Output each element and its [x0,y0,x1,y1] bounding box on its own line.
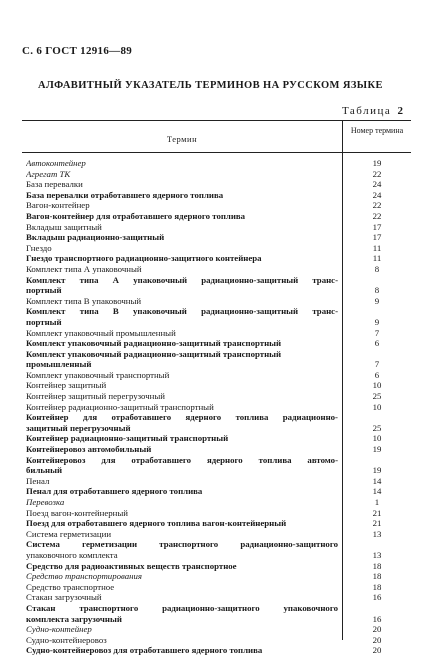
table-top-rule [22,120,411,121]
terms-table [22,120,411,656]
term-cell: Комплект типа В упаковочный радиационно-защитный транс- [26,306,338,317]
table-label-word: Таблица [341,105,392,117]
term-cell: Контейнеровоз автомобильный [26,444,152,455]
table-row [22,603,411,614]
term-cell: защитный перегрузочный [26,422,131,433]
table-row [22,328,411,339]
term-cell: упаковочного комплекта [26,549,118,560]
term-number-cell: 18 [372,571,382,582]
term-cell: бильный [26,465,63,476]
term-cell: комплекта загрузочный [26,613,122,624]
term-number-cell: 25 [372,422,382,433]
term-cell: Комплект упаковочный транспортный [26,369,170,380]
term-cell: Судно-контейнеровоз для отработавшего ядерного топлива [26,645,263,656]
table-label-number: 2 [397,105,403,117]
table-row [22,306,411,317]
term-number-cell: 22 [372,210,382,221]
term-number-cell: 17 [372,232,382,243]
term-cell: Контейнер для отработавшего ядерного топлива радиационно- [26,412,338,423]
term-cell: Система герметизации [26,528,112,539]
table-row [22,592,411,603]
term-number-cell: 13 [372,549,382,560]
table-body [22,158,411,656]
term-number-cell: 11 [372,242,382,253]
term-number-cell: 14 [372,486,382,497]
term-cell: Пенал для отработавшего ядерного топлива [26,486,203,497]
term-cell: Судно-контейнер [26,624,92,635]
table-row [22,508,411,519]
term-cell: Контейнеровоз для отработавшего ядерного топлива автомо- [26,454,338,465]
term-cell: Гнездо [26,242,52,253]
table-row [22,455,411,466]
term-number-cell: 19 [372,444,382,455]
table-row [22,635,411,646]
term-cell: Комплект упаковочный промышленный [26,327,176,338]
table-header-rule [22,152,411,153]
page-header: С. 6 ГОСТ 12916—89 [22,45,133,57]
term-cell: Комплект типа А упаковочный радиационно-защитный транс- [26,274,338,285]
term-cell: Контейнер защитный [26,380,107,391]
term-cell: Стакан загрузочный [26,592,102,603]
term-number-cell: 9 [374,295,380,306]
term-cell: Вкладыш защитный [26,221,102,232]
term-cell: База перевалки [26,179,83,190]
term-cell: Вкладыш радиационно-защитный [26,232,165,243]
table-label [342,105,403,117]
table-row [22,497,411,508]
term-cell: Стакан транспортного радиационно-защитного упаковочного [26,602,338,613]
term-cell: Контейнер радиационно-защитный транспортный [26,433,229,444]
table-row [22,571,411,582]
table-row [22,200,411,211]
term-number-cell: 24 [372,179,382,190]
table-row [22,476,411,487]
table-row [22,561,411,572]
table-row [22,402,411,413]
table-row [22,391,411,402]
term-cell: Вагон-контейнер [26,200,90,211]
table-row [22,550,411,561]
term-number-cell: 25 [372,391,382,402]
term-cell: Судно-контейнеровоз [26,634,107,645]
term-number-cell: 14 [372,475,382,486]
term-number-cell: 1 [374,497,380,507]
term-cell: Вагон-контейнер для отработавшего ядерного топлива [26,210,246,221]
table-row [22,412,411,423]
term-number-cell: 10 [372,401,382,412]
table-row [22,518,411,529]
term-cell: Средство транспортирования [26,571,143,582]
table-row [22,645,411,656]
index-title: АЛФАВИТНЫЙ УКАЗАТЕЛЬ ТЕРМИНОВ НА РУССКОМ ЯЗЫКЕ [38,80,383,91]
term-number-cell: 22 [372,200,382,211]
term-number-cell: 7 [374,359,380,370]
term-cell: Комплект упаковочный радиационно-защитный транспортный [26,338,282,349]
term-number-cell: 7 [374,327,380,338]
term-cell: промышленный [26,359,92,370]
table-row [22,486,411,497]
term-cell: Контейнер защитный перегрузочный [26,391,165,402]
table-row [22,338,411,349]
term-number-cell: 18 [372,560,382,571]
table-row [22,243,411,254]
term-cell: Комплект упаковочный радиационно-защитный транспортный [26,348,282,359]
term-cell: Средство для радиоактивных веществ транспортное [26,560,237,571]
term-cell: Система герметизации транспортного радиационно-защитного [26,539,338,550]
term-cell: Пенал [26,475,50,486]
table-row [22,539,411,550]
table-row [22,222,411,233]
term-number-cell: 21 [372,507,382,518]
table-row [22,190,411,201]
term-cell: Поезд вагон-контейнерный [26,507,128,518]
term-cell: Средство транспортное [26,581,115,592]
table-row [22,296,411,307]
term-cell: Контейнер радиационно-защитный транспортный [26,401,214,412]
term-number-cell: 17 [372,221,382,232]
term-number-cell: 6 [374,369,380,380]
term-cell: Автоконтейнер [26,158,86,168]
term-number-cell: 18 [372,581,382,592]
term-number-cell: 20 [372,634,382,645]
term-number-cell: 22 [372,168,382,179]
term-number-cell: 11 [372,253,382,264]
table-row [22,264,411,275]
table-row [22,317,411,328]
term-number-cell: 24 [372,189,382,200]
term-cell: Гнездо транспортного радиационно-защитного контейнера [26,253,262,264]
term-number-cell: 6 [374,338,380,349]
term-cell: Комплект типа В упаковочный [26,295,142,306]
table-row [22,359,411,370]
table-row [22,614,411,625]
term-number-cell: 8 [374,263,380,274]
table-row [22,370,411,381]
term-cell: Поезд для отработавшего ядерного топлива вагон-контейнерный [26,518,287,529]
table-row [22,444,411,455]
table-row [22,179,411,190]
term-number-cell: 10 [372,433,382,444]
term-number-cell: 16 [372,592,382,603]
term-cell: Комплект типа А упаковочный [26,263,142,274]
term-number-cell: 21 [372,518,382,529]
term-number-cell: 13 [372,528,382,539]
table-row [22,423,411,434]
term-number-cell: 8 [374,285,380,296]
table-row [22,380,411,391]
term-cell: портный [26,285,62,296]
term-number-cell: 10 [372,380,382,391]
column-header-term: Термин [166,134,198,144]
table-row [22,349,411,360]
term-cell: База перевалки отработавшего ядерного топлива [26,189,224,200]
table-row [22,232,411,243]
table-row [22,285,411,296]
table-row [22,169,411,180]
term-number-cell: 20 [372,624,382,635]
term-cell: Агрегат ТК [26,168,71,179]
table-row [22,211,411,222]
table-row [22,158,411,169]
column-header-number: Номер термина [350,126,404,135]
term-number-cell: 19 [372,465,382,476]
term-cell: Перевозка [26,497,65,507]
table-row [22,529,411,540]
term-cell: портный [26,316,62,327]
term-number-cell: 19 [372,158,382,168]
table-row [22,433,411,444]
table-row [22,275,411,286]
table-row [22,582,411,593]
table-row [22,253,411,264]
table-row [22,465,411,476]
term-number-cell: 20 [372,645,382,656]
term-number-cell: 9 [374,316,380,327]
term-number-cell: 16 [372,613,382,624]
table-row [22,624,411,635]
